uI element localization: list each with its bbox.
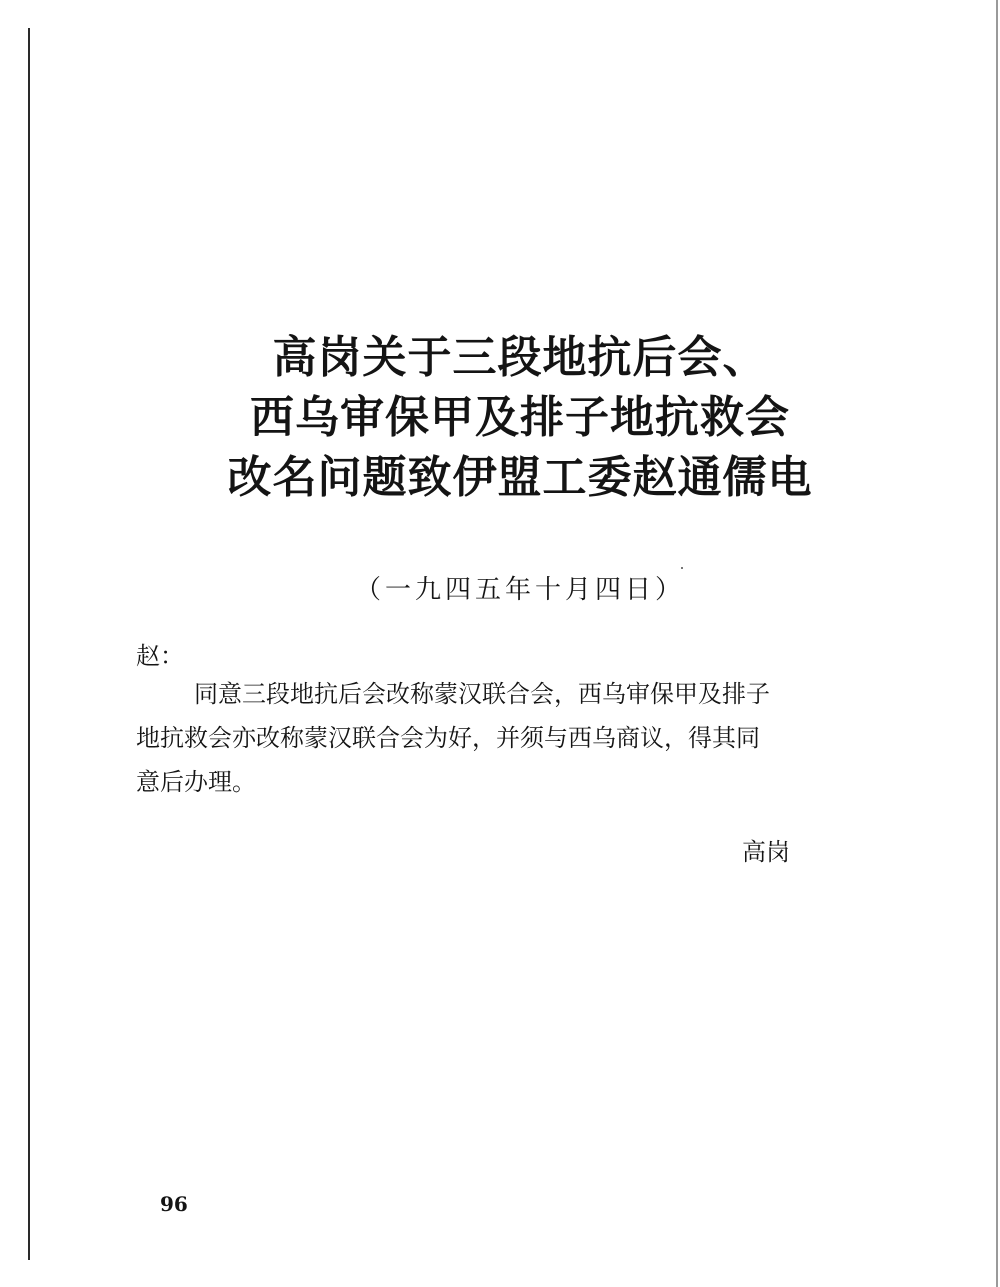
body-line-3: 意后办理。 [136, 768, 256, 796]
document-title [100, 328, 940, 508]
title-line-3: 改名问题致伊盟工委赵通儒电 [227, 452, 813, 503]
body-line-1: 同意三段地抗后会改称蒙汉联合会，西乌审保甲及排子 [194, 680, 770, 708]
salutation: 赵： [136, 642, 184, 670]
signature: 高岗 [742, 838, 790, 866]
page-right-edge [996, 0, 998, 1287]
document-date: （一九四五年十月四日） [354, 575, 685, 605]
document-body [136, 672, 892, 804]
title-line-1: 高岗关于三段地抗后会、 [272, 332, 768, 383]
body-line-2: 地抗救会亦改称蒙汉联合会为好，并须与西乌商议，得其同 [136, 724, 760, 752]
title-line-2: 西乌审保甲及排子地抗救会 [250, 392, 790, 443]
scan-speck [681, 567, 683, 569]
page-left-border [28, 28, 30, 1260]
page-number: 96 [160, 1192, 188, 1216]
